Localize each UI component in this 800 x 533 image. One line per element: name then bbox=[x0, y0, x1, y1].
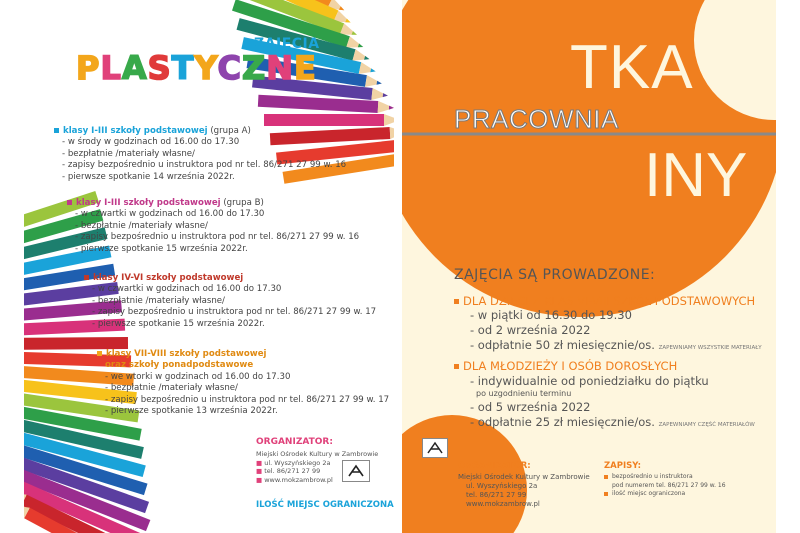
poster-right bbox=[402, 0, 776, 533]
word-pracownia: PRACOWNIA bbox=[454, 104, 619, 134]
organizer-block: Miejski Ośrodek Kultury w Zambrowie ul. Wyszyńskiego 2a tel. 86/271 27 99 www.mokzambrow.pl bbox=[458, 473, 590, 508]
signup-label: ZAPISY: bbox=[604, 461, 642, 471]
bullet-icon bbox=[84, 275, 89, 280]
title-letter: Y bbox=[194, 49, 218, 87]
bullet-icon bbox=[54, 128, 59, 133]
title-letter: S bbox=[147, 49, 172, 87]
group2-line2: - od 5 września 2022 bbox=[470, 400, 591, 414]
title-letter: C bbox=[217, 49, 242, 87]
group2-line1: - indywidualnie od poniedziałku do piątku bbox=[470, 374, 709, 388]
title-letter: A bbox=[121, 49, 148, 87]
group1-line3: - odpłatnie 50 zł miesięcznie/os. ZAPEWNIAMY WSZYSTKIE MATERIAŁY bbox=[470, 338, 762, 352]
bullet-icon bbox=[454, 299, 459, 304]
signup-block: bezpośrednio u instruktora pod numerem tel. 86/271 27 99 w. 16 ilość miejsc ograniczona bbox=[604, 473, 726, 499]
organizer-label: ORGANIZATOR: bbox=[256, 437, 333, 447]
title-letter: N bbox=[266, 49, 294, 87]
title-letter: E bbox=[293, 49, 317, 87]
pencil bbox=[264, 114, 394, 126]
limited-places: ILOŚĆ MIEJSC OGRANICZONA bbox=[256, 500, 394, 510]
title-letter: T bbox=[171, 49, 195, 87]
poster-left bbox=[24, 0, 394, 533]
bullet-icon bbox=[454, 364, 459, 369]
bullet-icon bbox=[67, 200, 72, 205]
organizer-block: Miejski Ośrodek Kultury w Zambrowie ■ ul. Wyszyńskiego 2a ■ tel. 86/271 27 99 ■ www.mokzambrow.pl bbox=[256, 450, 379, 484]
group-a: klasy I-III szkoły podstawowej (grupa A) - w środy w godzinach od 16.00 do 17.30 - bezpłatnie /materiały własne/ - zapisy bezpośrednio u instruktora pod nr tel. 86/271 27 99 w. 16 - pierwsze spotkanie 14 września 2022r. bbox=[54, 126, 346, 183]
group-b: klasy I-III szkoły podstawowej (grupa B) - w czwartki w godzinach od 16.00 do 17.30 - bezpłatnie /materiały własne/ - zapisy bezpośrednio u instruktora pod nr tel. 86/271 27 99 w. 16 - pierwsze spotkanie 15 września 2022r. bbox=[67, 198, 359, 255]
bullet-icon bbox=[97, 351, 102, 356]
group-c: klasy IV-VI szkoły podstawowej - w czwartki w godzinach od 16.00 do 17.30 - bezpłatnie /materiały własne/ - zapisy bezpośrednio u instruktora pod nr tel. 86/271 27 99 w. 17 - pierwsze spotkanie 15 września 2022r. bbox=[84, 273, 376, 330]
organizer-logo bbox=[342, 460, 370, 482]
logo-icon bbox=[343, 461, 369, 481]
logo-icon bbox=[423, 439, 447, 457]
group1-line2: - od 2 września 2022 bbox=[470, 323, 591, 337]
title-letter: L bbox=[100, 49, 122, 87]
title-plastyczne bbox=[76, 49, 317, 87]
title-letter: P bbox=[76, 49, 101, 87]
title-letter: Z bbox=[242, 49, 267, 87]
group2-title: DLA MŁODZIEŻY I OSÓB DOROSŁYCH bbox=[454, 359, 677, 374]
word-iny: INY bbox=[644, 141, 748, 210]
group-d: klasy VII-VIII szkoły podstawowej oraz szkoły ponadpodstawowe - we wtorki w godzinach od 16.00 do 17.30 - bezpłatnie /materiały własne/ - zapisy bezpośrednio u instruktora pod nr tel. 86/271 27 99 w. 17 - pierwsze spotkanie 13 września 2022r. bbox=[97, 349, 389, 417]
group1-title: DLA DZIECI Z KLAS VI-VIII SZKÓŁ PODSTAWOWYCH bbox=[454, 294, 755, 309]
word-tka: TKA bbox=[570, 33, 694, 102]
section-heading: ZAJĘCIA SĄ PROWADZONE: bbox=[454, 267, 656, 283]
title-zajecia: ZAJĘCIA bbox=[254, 36, 320, 52]
organizer-label: ORGANIZATOR: bbox=[458, 461, 531, 471]
group2-line3: - odpłatnie 25 zł miesięcznie/os. ZAPEWNIAMY CZĘŚĆ MATERIAŁÓW bbox=[470, 415, 755, 429]
group2-sub: po uzgodnieniu terminu bbox=[476, 389, 572, 398]
organizer-logo bbox=[422, 438, 448, 458]
group1-line1: - w piątki od 16.30 do 19.30 bbox=[470, 308, 632, 322]
